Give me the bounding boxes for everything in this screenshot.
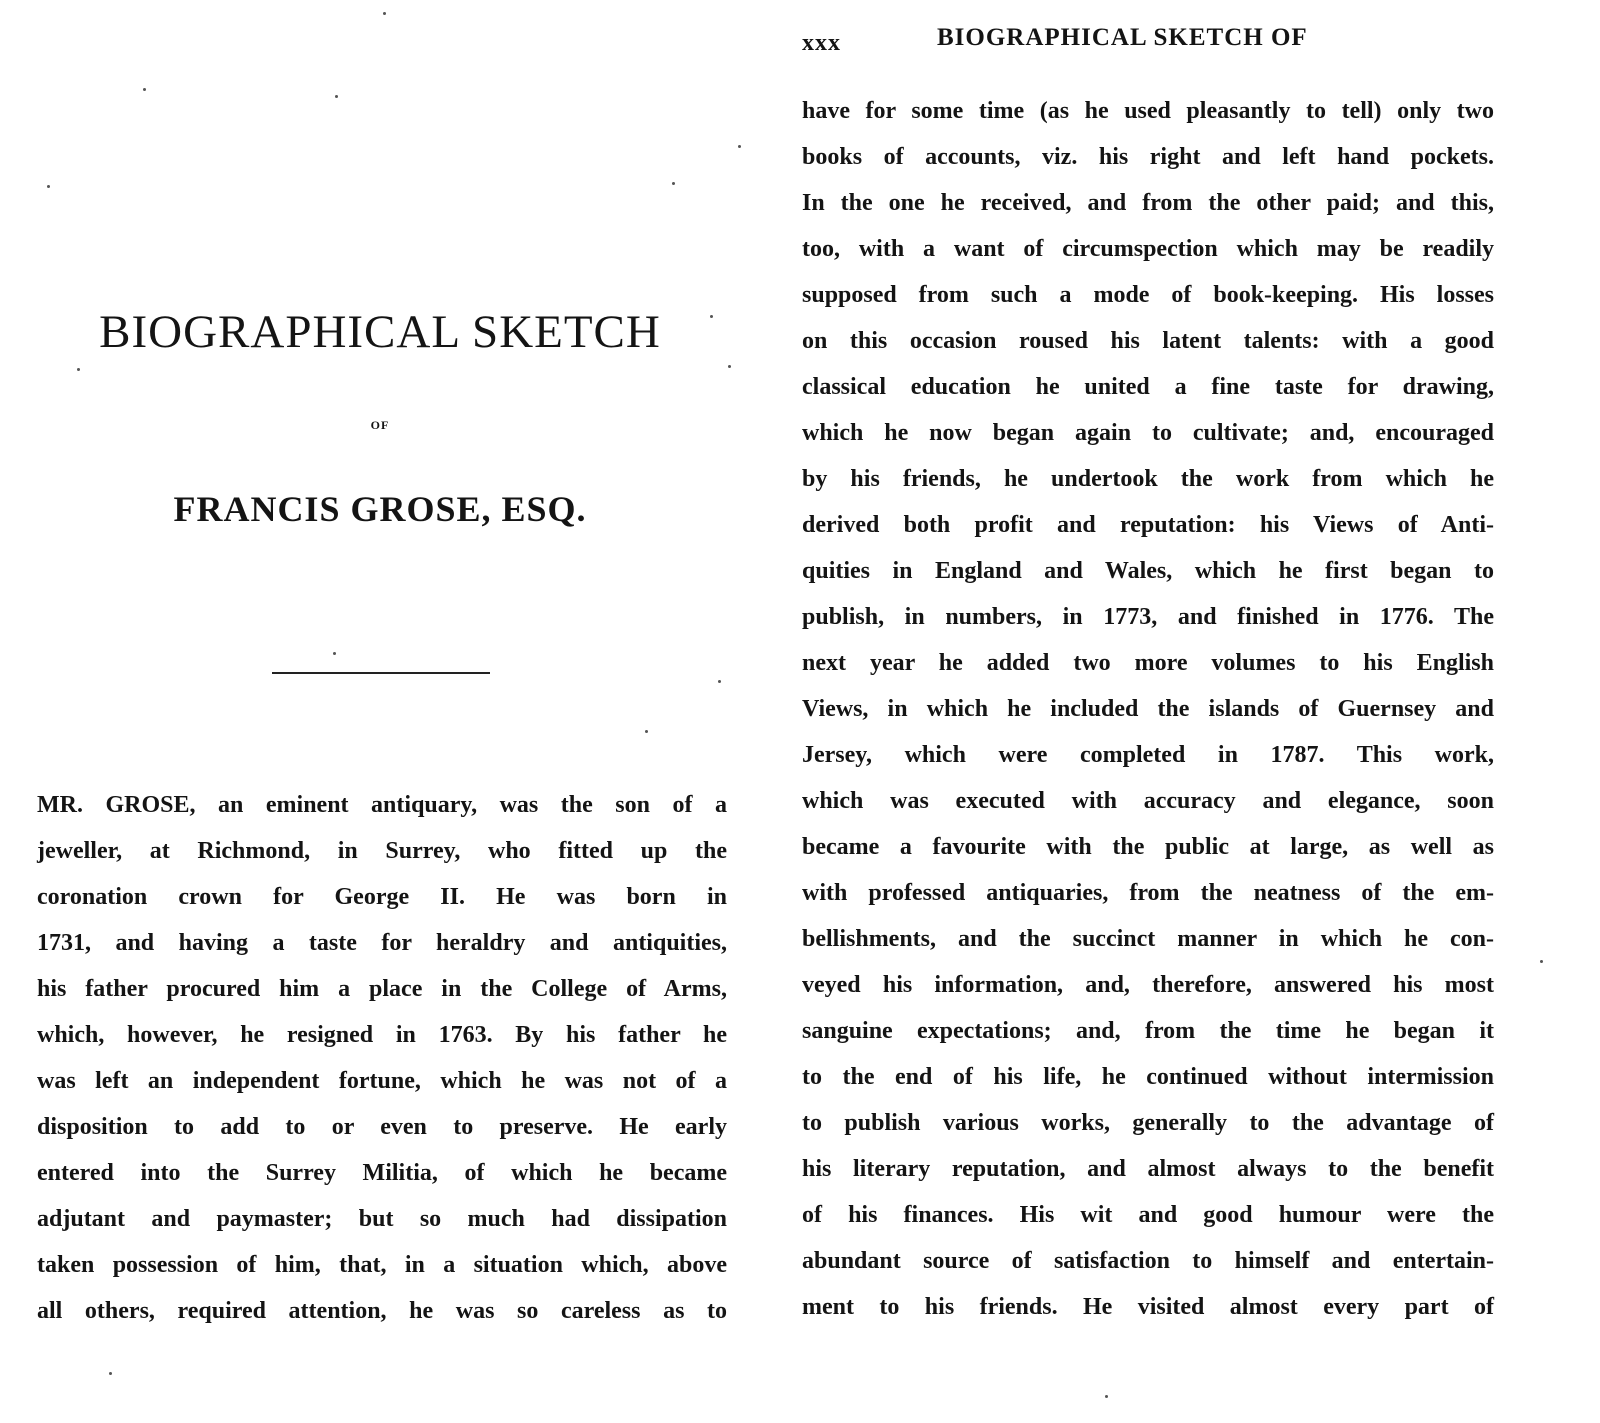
title-of-label: OF [370, 418, 390, 432]
scan-speck [645, 730, 648, 733]
subject-name: FRANCIS GROSE, ESQ. [173, 489, 587, 529]
text-line: which, however, he resigned in 1763. By his father he [37, 1022, 727, 1048]
page-number: xxx [802, 30, 841, 56]
text-line: jeweller, at Richmond, in Surrey, who fitted up the [37, 838, 727, 864]
text-line: In the one he received, and from the other paid; and this, [802, 190, 1494, 216]
text-line: which was executed with accuracy and elegance, soon [802, 788, 1494, 814]
text-line: abundant source of satisfaction to himself and entertain- [802, 1248, 1494, 1274]
text-line: derived both profit and reputation: his Views of Anti- [802, 512, 1494, 538]
text-line: next year he added two more volumes to his English [802, 650, 1494, 676]
running-head-title: BIOGRAPHICAL SKETCH OF [937, 24, 1308, 51]
text-line: which he now began again to cultivate; and, encouraged [802, 420, 1494, 446]
scan-speck [718, 680, 721, 683]
text-line: classical education he united a fine taste for drawing, [802, 374, 1494, 400]
scan-speck [1105, 1395, 1108, 1398]
left-page [0, 0, 780, 1423]
text-line: his literary reputation, and almost always to the benefit [802, 1156, 1494, 1182]
text-line: bellishments, and the succinct manner in which he con- [802, 926, 1494, 952]
text-line: his father procured him a place in the College of Arms, [37, 976, 727, 1002]
left-body-text [37, 782, 727, 1334]
scan-speck [672, 182, 675, 185]
text-line: on this occasion roused his latent talents: with a good [802, 328, 1494, 354]
text-line: entered into the Surrey Militia, of which he became [37, 1160, 727, 1186]
text-line: publish, in numbers, in 1773, and finished in 1776. The [802, 604, 1494, 630]
text-line: adjutant and paymaster; but so much had dissipation [37, 1206, 727, 1232]
scan-speck [738, 145, 741, 148]
text-line: ment to his friends. He visited almost every part of [802, 1294, 1494, 1320]
text-line: quities in England and Wales, which he first began to [802, 558, 1494, 584]
scan-speck [710, 315, 713, 318]
text-line: supposed from such a mode of book-keeping. His losses [802, 282, 1494, 308]
scan-speck [383, 12, 386, 15]
text-line: books of accounts, viz. his right and left hand pockets. [802, 144, 1494, 170]
text-line: veyed his information, and, therefore, answered his most [802, 972, 1494, 998]
scan-speck [333, 652, 336, 655]
text-line: all others, required attention, he was so careless as to [37, 1298, 727, 1324]
scan-speck [109, 1372, 112, 1375]
text-line: with professed antiquaries, from the neatness of the em- [802, 880, 1494, 906]
scan-speck [728, 365, 731, 368]
text-line: 1731, and having a taste for heraldry and antiquities, [37, 930, 727, 956]
text-line: coronation crown for George II. He was born in [37, 884, 727, 910]
title-divider-rule [272, 672, 490, 674]
scan-speck [335, 95, 338, 98]
text-line: MR. GROSE, an eminent antiquary, was the son of a [37, 792, 727, 818]
text-line: to publish various works, generally to the advantage of [802, 1110, 1494, 1136]
scan-speck [77, 368, 80, 371]
text-line: of his finances. His wit and good humour were the [802, 1202, 1494, 1228]
text-line: taken possession of him, that, in a situation which, above [37, 1252, 727, 1278]
right-page [780, 0, 1600, 1423]
text-line: to the end of his life, he continued without intermission [802, 1064, 1494, 1090]
text-line: have for some time (as he used pleasantly to tell) only two [802, 98, 1494, 124]
scan-speck [47, 185, 50, 188]
text-line: too, with a want of circumspection which may be readily [802, 236, 1494, 262]
text-line: Jersey, which were completed in 1787. This work, [802, 742, 1494, 768]
text-line: disposition to add to or even to preserve. He early [37, 1114, 727, 1140]
text-line: by his friends, he undertook the work from which he [802, 466, 1494, 492]
text-line: Views, in which he included the islands of Guernsey and [802, 696, 1494, 722]
text-line: became a favourite with the public at large, as well as [802, 834, 1494, 860]
text-line: sanguine expectations; and, from the time he began it [802, 1018, 1494, 1044]
scan-speck [143, 88, 146, 91]
scan-speck [1540, 960, 1543, 963]
text-line: was left an independent fortune, which he was not of a [37, 1068, 727, 1094]
right-body-text [802, 88, 1494, 1330]
book-title: BIOGRAPHICAL SKETCH [99, 306, 661, 358]
